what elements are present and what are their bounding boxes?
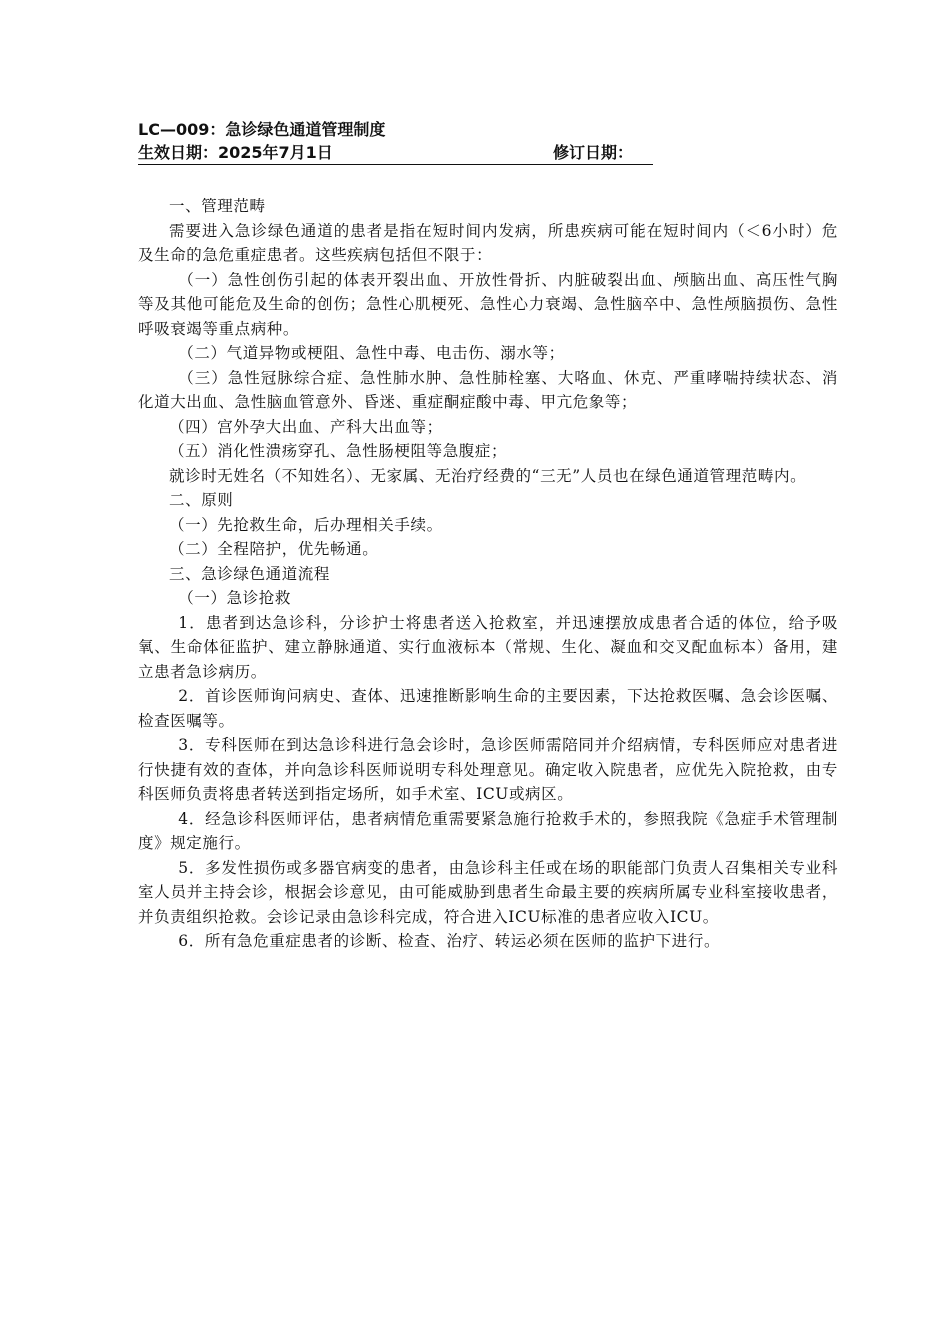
document-body (138, 194, 838, 954)
paragraph-step-6: 6．所有急危重症患者的诊断、检查、治疗、转运必须在医师的监护下进行。 (178, 932, 721, 950)
paragraph-step-2: 2．首诊医师询问病史、查体、迅速推断影响生命的主要因素，下达抢救医嘱、急会诊医嘱、检查医嘱等。 (138, 687, 838, 730)
effective-date: 生效日期：2025年7月1日 (138, 142, 653, 165)
list-item-abdominal: （五）消化性溃疡穿孔、急性肠梗阻等急腹症； (169, 442, 508, 460)
list-item-principle-1: （一）先抢救生命，后办理相关手续。 (169, 515, 443, 534)
list-item-obstetric: （四）宫外孕大出血、产科大出血等； (169, 417, 443, 436)
list-item-trauma: （一）急性创伤引起的体表开裂出血、开放性骨折、内脏破裂出血、颅脑出血、高压性气胸等及其他可能危及生命的创伤；急性心肌梗死、急性心力衰竭、急性脑卒中、急性颅脑损伤、急性呼吸衰竭等重点病种。 (138, 270, 838, 338)
section-heading-principles: 二、原则 (169, 491, 234, 509)
list-item-acute-conditions: （三）急性冠脉综合症、急性肺水肿、急性肺栓塞、大咯血、休克、严重哮喘持续状态、消化道大出血、急性脑血管意外、昏迷、重症酮症酸中毒、甲亢危象等； (138, 368, 838, 411)
section-heading-process: 三、急诊绿色通道流程 (169, 564, 331, 583)
subsection-heading-rescue: （一）急诊抢救 (178, 589, 291, 607)
paragraph-step-1: 1．患者到达急诊科，分诊护士将患者送入抢救室，并迅速摆放成患者合适的体位，给予吸氧、生命体征监护、建立静脉通道、实行血液标本（常规、生化、凝血和交叉配血标本）备用，建立患者急诊病历。 (138, 613, 838, 681)
section-heading-scope: 一、管理范畴 (169, 197, 266, 215)
paragraph-step-5: 5．多发性损伤或多器官病变的患者，由急诊科主任或在场的职能部门负责人召集相关专业科室人员并主持会诊，根据会诊意见，由可能威胁到患者生命最主要的疾病所属专业科室接收患者，并负责组织抢救。会诊记录由急诊科完成，符合进入ICU标准的患者应收入ICU。 (138, 858, 838, 926)
revision-date: 修订日期： (553, 143, 634, 162)
paragraph-step-4: 4．经急诊科医师评估，患者病情危重需要紧急施行抢救手术的，参照我院《急症手术管理制度》规定施行。 (138, 809, 838, 852)
paragraph-scope-intro: 需要进入急诊绿色通道的患者是指在短时间内发病，所患疾病可能在短时间内（＜6小时）危及生命的急危重症患者。这些疾病包括但不限于： (138, 221, 838, 264)
list-item-airway: （二）气道异物或梗阻、急性中毒、电击伤、溺水等； (178, 344, 565, 362)
document-page (138, 118, 838, 954)
paragraph-three-no-persons: 就诊时无姓名（不知姓名）、无家属、无治疗经费的“三无”人员也在绿色通道管理范畴内。 (169, 466, 807, 485)
list-item-principle-2: （二）全程陪护，优先畅通。 (169, 540, 379, 558)
paragraph-step-3: 3．专科医师在到达急诊科进行急会诊时，急诊医师需陪同并介绍病情，专科医师应对患者进行快捷有效的查体，并向急诊科医师说明专科处理意见。确定收入院患者，应优先入院抢救，由专科医师负责将患者转送到指定场所，如手术室、ICU或病区。 (138, 736, 838, 803)
document-title: LC—009：急诊绿色通道管理制度 (138, 120, 386, 139)
document-dates (138, 142, 838, 166)
